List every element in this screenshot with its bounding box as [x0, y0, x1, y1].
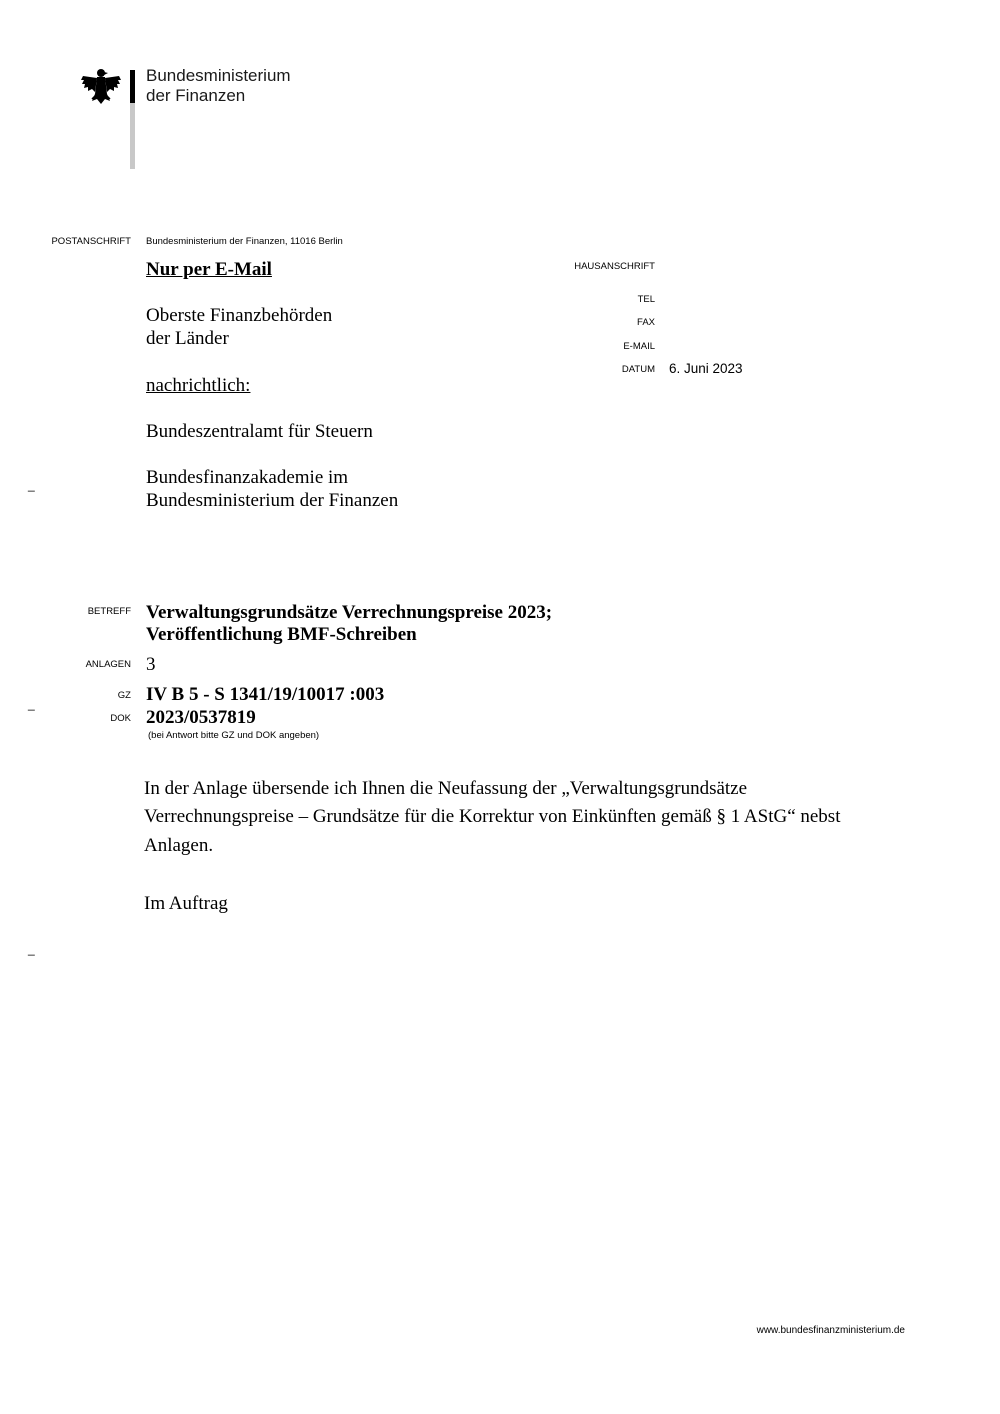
cc-label: nachrichtlich: [146, 375, 251, 396]
betreff-line2: Veröffentlichung BMF-Schreiben [146, 624, 417, 645]
gz-label: GZ [117, 690, 131, 701]
postanschrift-label: POSTANSCHRIFT [51, 236, 131, 247]
anlagen-label: ANLAGEN [85, 659, 131, 670]
gz-value: IV B 5 - S 1341/19/10017 :003 [146, 684, 385, 705]
federal-eagle-icon [80, 66, 122, 108]
fax-label: FAX [637, 317, 655, 328]
body-line3: Anlagen. [144, 835, 214, 856]
anlagen-value: 3 [146, 654, 156, 675]
closing-phrase: Im Auftrag [144, 893, 228, 914]
recipient-line1: Oberste Finanzbehörden [146, 305, 333, 326]
fold-mark-top: _ [28, 478, 35, 492]
cc-recipient-2-line1: Bundesfinanzakademie im [146, 467, 349, 488]
ministry-name-line1: Bundesministerium [146, 66, 291, 85]
fold-mark-middle: _ [28, 697, 35, 711]
dok-value: 2023/0537819 [146, 707, 256, 728]
ministry-name-line2: der Finanzen [146, 86, 246, 105]
recipient-line2: der Länder [146, 328, 229, 349]
datum-value: 6. Juni 2023 [669, 361, 743, 376]
dok-label: DOK [110, 713, 131, 724]
tel-label: TEL [637, 294, 655, 305]
body-line1: In der Anlage übersende ich Ihnen die Neufassung der „Verwaltungsgrundsätze [144, 778, 748, 799]
hausanschrift-label: HAUSANSCHRIFT [574, 261, 655, 272]
body-line2: Verrechnungspreise – Grundsätze für die Korrektur von Einkünften gemäß § 1 AStG“ nebst [144, 806, 841, 827]
footer-website: www.bundesfinanzministerium.de [756, 1325, 905, 1336]
betreff-label: BETREFF [87, 606, 131, 617]
reference-hint: (bei Antwort bitte GZ und DOK angeben) [148, 730, 320, 741]
cc-recipient-2-line2: Bundesministerium der Finanzen [146, 490, 399, 511]
flag-bar-black [130, 70, 135, 103]
fold-mark-bottom: _ [28, 942, 35, 956]
cc-recipient-1: Bundeszentralamt für Steuern [146, 421, 373, 442]
betreff-line1: Verwaltungsgrundsätze Verrechnungspreise 2023; [146, 602, 553, 623]
ministry-logo [80, 62, 310, 172]
email-label: E-MAIL [623, 341, 655, 352]
delivery-note: Nur per E-Mail [146, 259, 272, 280]
flag-bar-gray [130, 103, 135, 169]
postanschrift-value: Bundesministerium der Finanzen, 11016 Berlin [146, 236, 343, 247]
datum-label: DATUM [621, 364, 655, 375]
